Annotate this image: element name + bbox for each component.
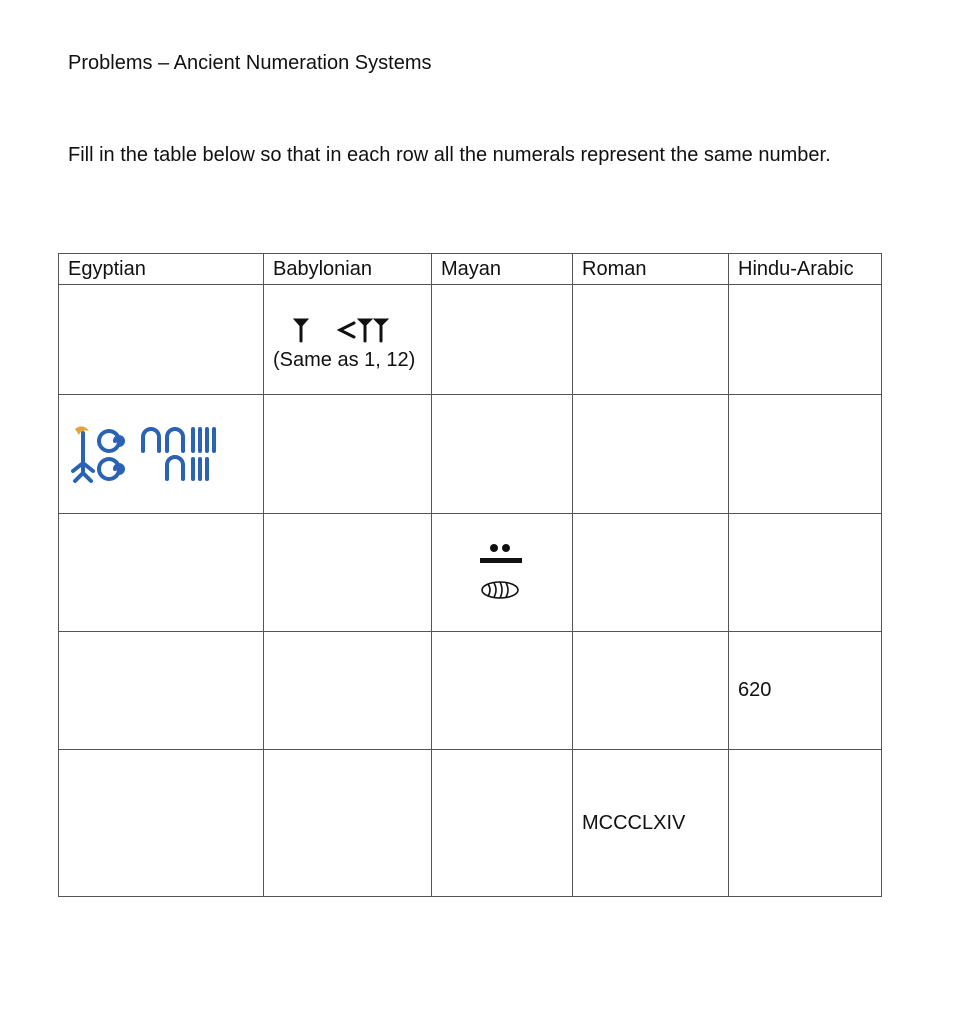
cell-mayan-blank[interactable]: [432, 395, 573, 514]
cell-hindu-arabic: [729, 632, 882, 750]
cell-roman-blank[interactable]: [573, 285, 729, 395]
cell-babylonian-blank[interactable]: [264, 395, 432, 514]
page-title: Problems – Ancient Numeration Systems: [68, 52, 432, 74]
cell-hindu-arabic-blank[interactable]: [729, 514, 882, 632]
cell-babylonian-blank[interactable]: [264, 750, 432, 897]
table-row: [59, 395, 882, 514]
numeration-table: [58, 253, 882, 897]
cell-roman-blank[interactable]: [573, 395, 729, 514]
cell-hindu-arabic-blank[interactable]: [729, 285, 882, 395]
cell-babylonian-blank[interactable]: [264, 514, 432, 632]
header-roman: Roman: [573, 254, 729, 285]
table-row: [59, 285, 882, 395]
header-babylonian: Babylonian: [264, 254, 432, 285]
header-hindu-arabic: Hindu-Arabic: [729, 254, 882, 285]
table-row: [59, 750, 882, 897]
cell-roman-blank[interactable]: [573, 514, 729, 632]
cell-egyptian-blank[interactable]: [59, 632, 264, 750]
roman-value: MCCCLXIV: [582, 811, 686, 834]
cell-roman: [573, 750, 729, 897]
babylonian-cuneiform-icon: [290, 313, 410, 345]
mayan-numeral-icon: [478, 538, 528, 608]
hindu-arabic-value: 620: [738, 679, 772, 701]
cell-mayan-blank[interactable]: [432, 632, 573, 750]
cell-roman-blank[interactable]: [573, 632, 729, 750]
cell-babylonian-blank[interactable]: [264, 632, 432, 750]
cell-egyptian-blank[interactable]: [59, 750, 264, 897]
cell-egyptian: [59, 395, 264, 514]
header-row: [59, 254, 882, 285]
header-egyptian: Egyptian: [59, 254, 264, 285]
cell-mayan: [432, 514, 573, 632]
cell-hindu-arabic-blank[interactable]: [729, 395, 882, 514]
table-row: [59, 514, 882, 632]
cell-babylonian: [264, 285, 432, 395]
cell-hindu-arabic-blank[interactable]: [729, 750, 882, 897]
instructions: Fill in the table below so that in each row all the numerals represent the same number.: [68, 144, 831, 166]
table-row: [59, 632, 882, 750]
cell-egyptian-blank[interactable]: [59, 514, 264, 632]
cell-egyptian-blank[interactable]: [59, 285, 264, 395]
header-mayan: Mayan: [432, 254, 573, 285]
egyptian-hieroglyph-icon: [69, 421, 249, 487]
cell-mayan-blank[interactable]: [432, 285, 573, 395]
cell-mayan-blank[interactable]: [432, 750, 573, 897]
babylonian-note: (Same as 1, 12): [273, 349, 416, 371]
